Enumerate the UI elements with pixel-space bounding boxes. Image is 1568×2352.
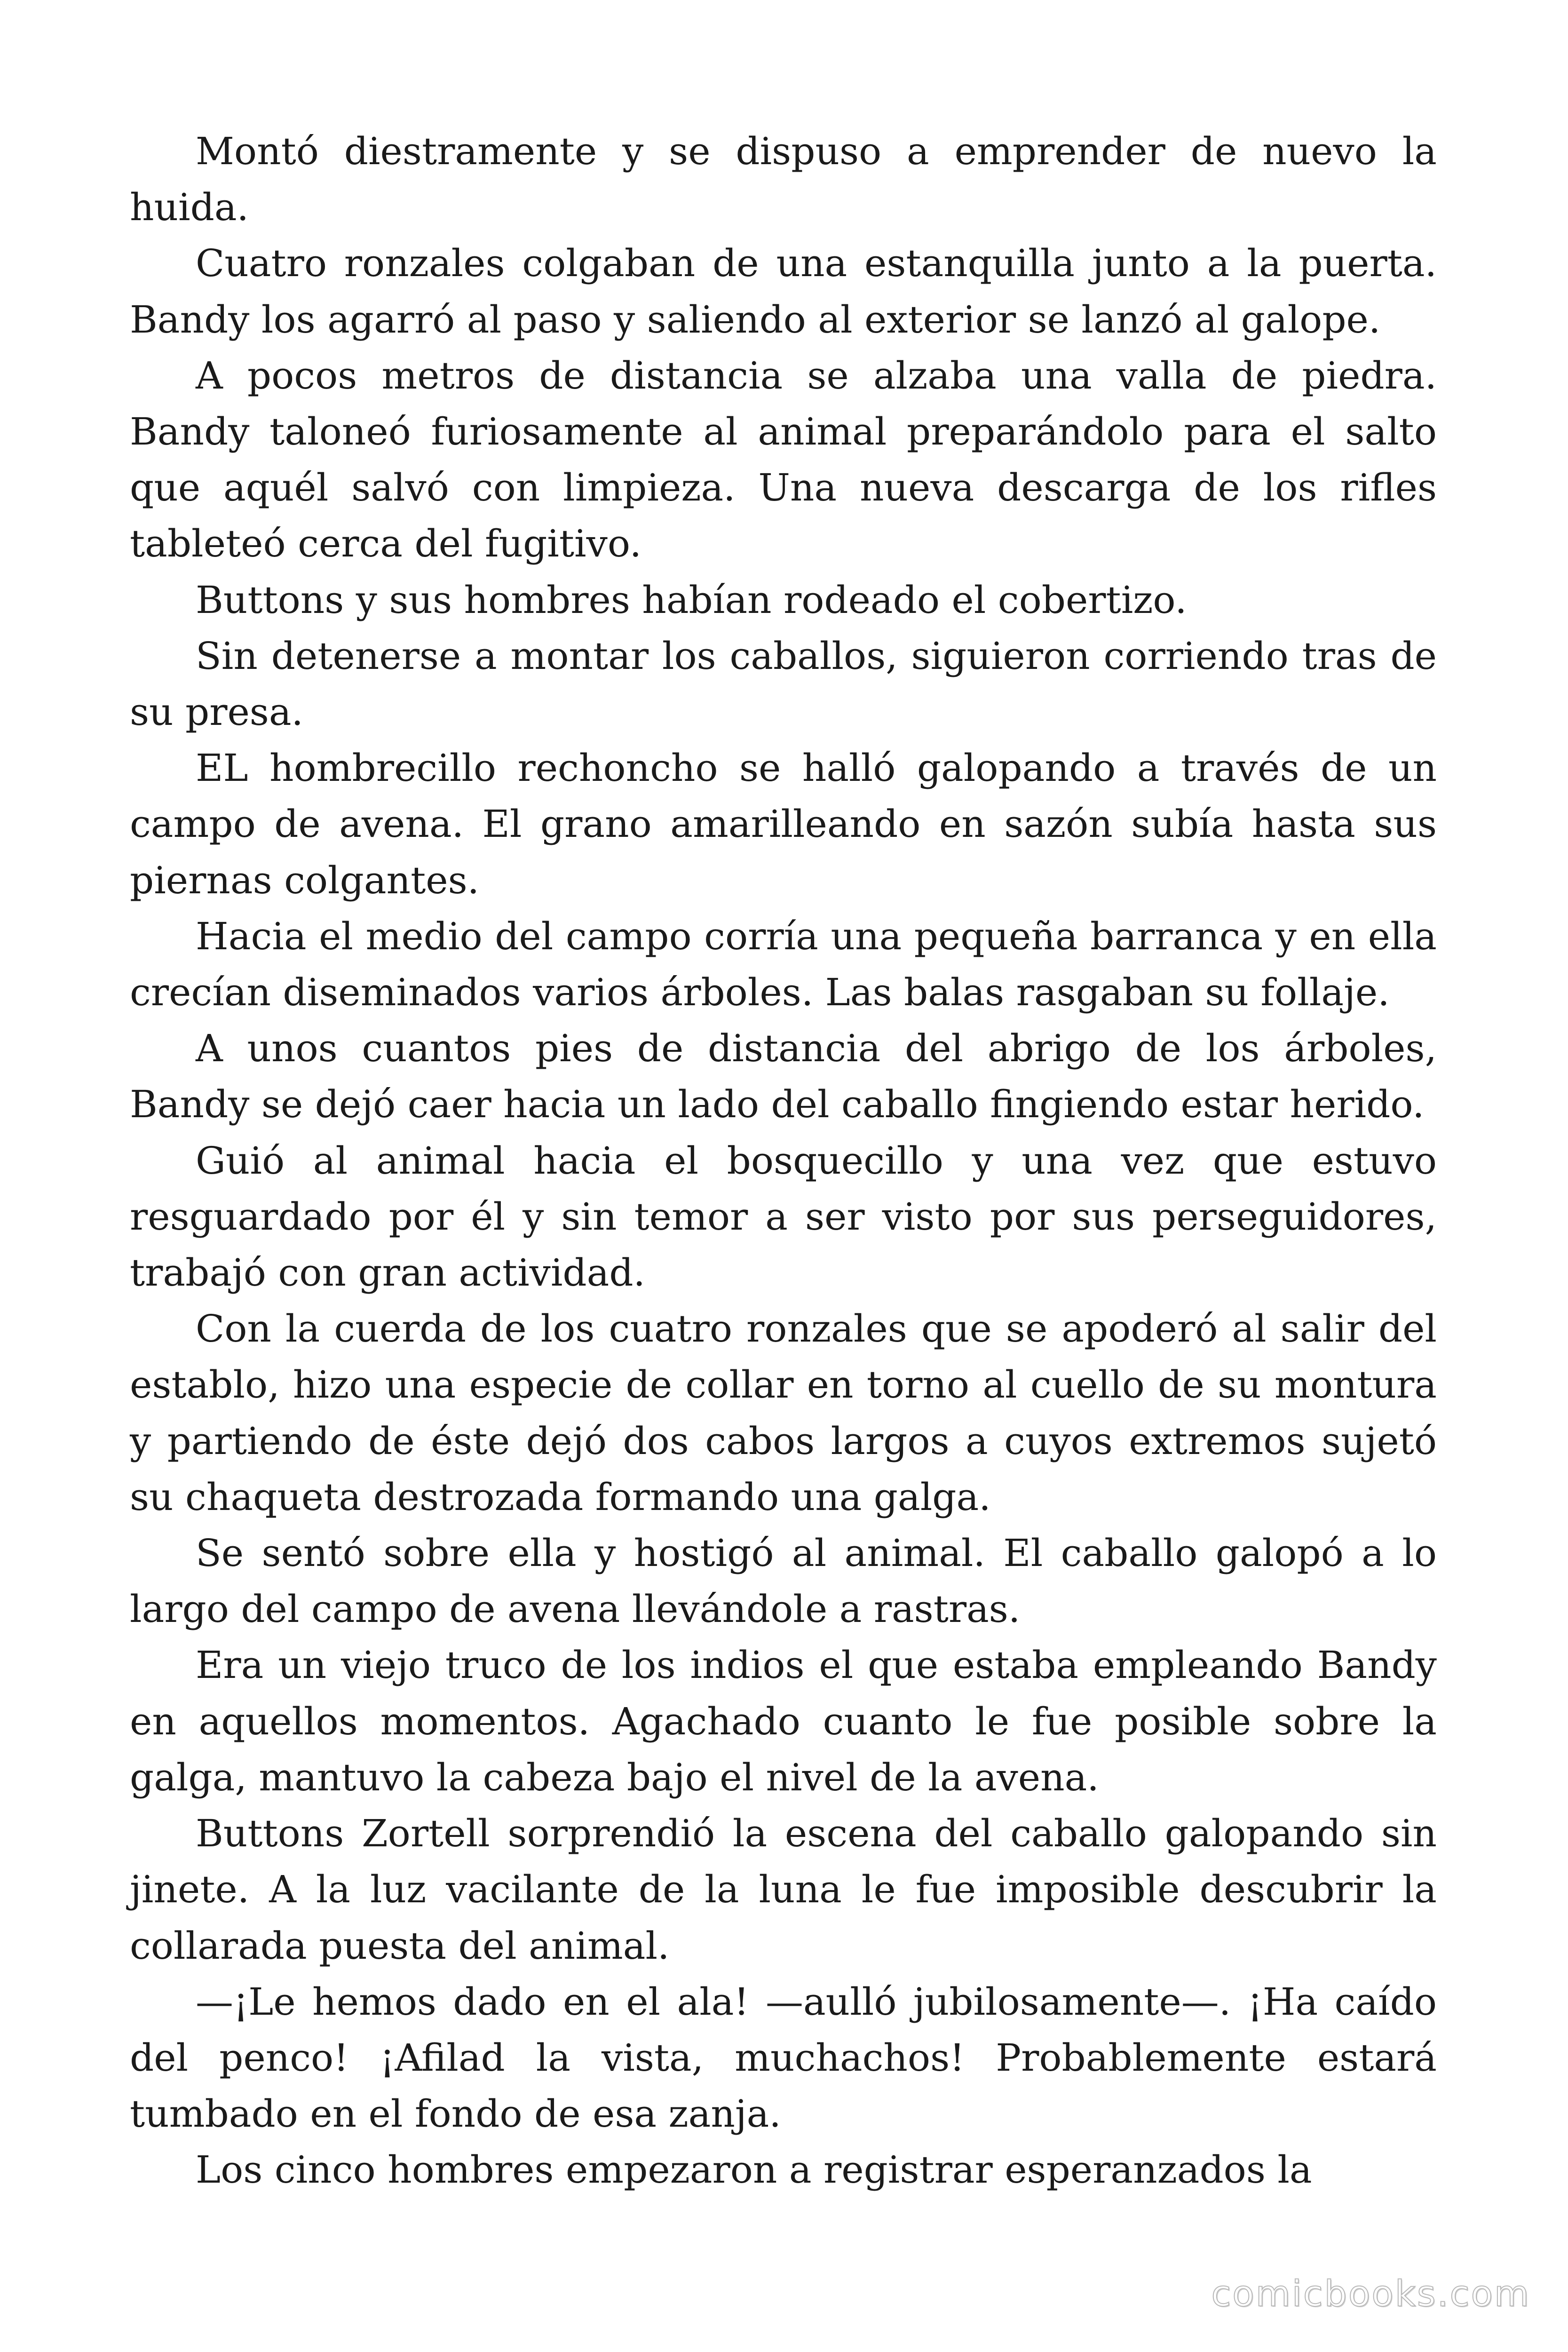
paragraph: Buttons Zortell sorprendió la escena del caballo galopando sin jinete. A la luz vacilante de la luna le fue imposible descubrir la collarada puesta del animal. <box>130 1812 1437 1968</box>
paragraph: Montó diestramente y se dispuso a emprender de nuevo la huida. <box>130 129 1437 230</box>
paragraph: Con la cuerda de los cuatro ronzales que se apoderó al salir del establo, hizo una especie de collar en torno al cuello de su montura y partiendo de éste dejó dos cabos largos a cuyos extremos sujetó su chaqueta destrozada formando una galga. <box>130 1307 1437 1519</box>
paragraph: Hacia el medio del campo corría una pequeña barranca y en ella crecían diseminados varios árboles. Las balas rasgaban su follaje. <box>130 914 1437 1015</box>
paragraph: Guió al animal hacia el bosquecillo y una vez que estuvo resguardado por él y sin temor a ser visto por sus perseguidores, trabajó con gran actividad. <box>130 1138 1437 1295</box>
page-text <box>130 123 1437 2198</box>
paragraph: A pocos metros de distancia se alzaba una valla de piedra. Bandy taloneó furiosamente al animal preparándolo para el salto que aquél salvó con limpieza. Una nueva descarga de los rifles tableteó cerca del fugitivo. <box>130 353 1437 566</box>
paragraph: Sin detenerse a montar los caballos, siguieron corriendo tras de su presa. <box>130 634 1437 734</box>
watermark-logo: comicbooks.com <box>1211 2273 1530 2314</box>
paragraph: A unos cuantos pies de distancia del abrigo de los árboles, Bandy se dejó caer hacia un lado del caballo fingiendo estar herido. <box>130 1026 1437 1127</box>
paragraph: Cuatro ronzales colgaban de una estanquilla junto a la puerta. Bandy los agarró al paso y saliendo al exterior se lanzó al galope. <box>130 241 1437 342</box>
paragraph: Era un viejo truco de los indios el que estaba empleando Bandy en aquellos momentos. Agachado cuanto le fue posible sobre la galga, mantuvo la cabeza bajo el nivel de la avena. <box>130 1643 1437 1799</box>
paragraph: Los cinco hombres empezaron a registrar esperanzados la <box>196 2148 1312 2192</box>
paragraph: EL hombrecillo rechoncho se halló galopando a través de un campo de avena. El grano amarilleando en sazón subía hasta sus piernas colgantes. <box>130 746 1437 902</box>
paragraph: Buttons y sus hombres habían rodeado el cobertizo. <box>196 578 1187 622</box>
paragraph: Se sentó sobre ella y hostigó al animal. El caballo galopó a lo largo del campo de avena llevándole a rastras. <box>130 1531 1437 1631</box>
paragraph: —¡Le hemos dado en el ala! —aulló jubilosamente—. ¡Ha caído del penco! ¡Afilad la vista, muchachos! Probablemente estará tumbado en el fondo de esa zanja. <box>130 1979 1437 2136</box>
